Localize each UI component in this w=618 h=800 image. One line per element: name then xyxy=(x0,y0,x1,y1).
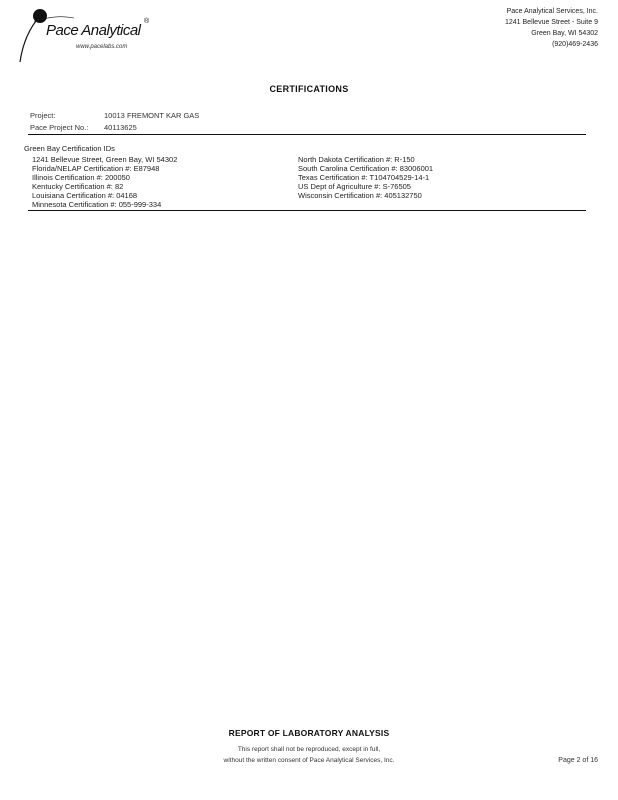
cert-florida: Florida/NELAP Certification #: E87948 xyxy=(32,164,160,173)
project-label: Project: xyxy=(30,111,56,120)
project-value: 10013 FREMONT KAR GAS xyxy=(104,111,200,120)
logo-name: Pace Analytical xyxy=(46,22,141,39)
company-street: 1241 Bellevue Street - Suite 9 xyxy=(504,19,598,26)
divider-top xyxy=(28,134,586,135)
footer-note-line-1: This report shall not be reproduced, except in full, xyxy=(237,746,381,753)
company-city: Green Bay, WI 54302 xyxy=(531,30,598,37)
company-name: Pace Analytical Services, Inc. xyxy=(506,8,598,15)
cert-illinois: Illinois Certification #: 200050 xyxy=(32,173,130,182)
cert-list-left xyxy=(32,155,177,209)
cert-texas: Texas Certification #: T104704529-14-1 xyxy=(298,173,430,182)
cert-wisconsin: Wisconsin Certification #: 405132750 xyxy=(298,191,422,200)
report-footer-note xyxy=(0,744,618,766)
certifications-section-title: Green Bay Certification IDs xyxy=(24,144,115,153)
cert-south-carolina: South Carolina Certification #: 83006001 xyxy=(298,164,434,173)
report-footer-title: REPORT OF LABORATORY ANALYSIS xyxy=(228,728,390,738)
cert-louisiana: Louisiana Certification #: 04168 xyxy=(32,191,138,200)
cert-list-right xyxy=(298,155,433,200)
footer-note-line-2: without the written consent of Pace Analytical Services, Inc. xyxy=(223,757,395,764)
company-address xyxy=(505,6,598,50)
logo-url: www.pacelabs.com xyxy=(76,44,128,50)
pace-project-label: Pace Project No.: xyxy=(30,123,89,132)
cert-usda: US Dept of Agriculture #: S-76505 xyxy=(298,182,411,191)
divider-bottom xyxy=(28,210,586,211)
page-title: CERTIFICATIONS xyxy=(269,84,349,94)
cert-north-dakota: North Dakota Certification #: R-150 xyxy=(298,155,415,164)
pace-logo xyxy=(14,4,164,66)
cert-minnesota: Minnesota Certification #: 055-999-334 xyxy=(32,200,162,209)
company-phone: (920)469-2436 xyxy=(552,41,598,48)
registered-mark: ® xyxy=(144,18,150,25)
pace-project-value: 40113625 xyxy=(104,123,137,132)
cert-kentucky: Kentucky Certification #: 82 xyxy=(32,182,124,191)
cert-address: 1241 Bellevue Street, Green Bay, WI 54302 xyxy=(32,155,178,164)
page-number: Page 2 of 16 xyxy=(558,757,598,764)
